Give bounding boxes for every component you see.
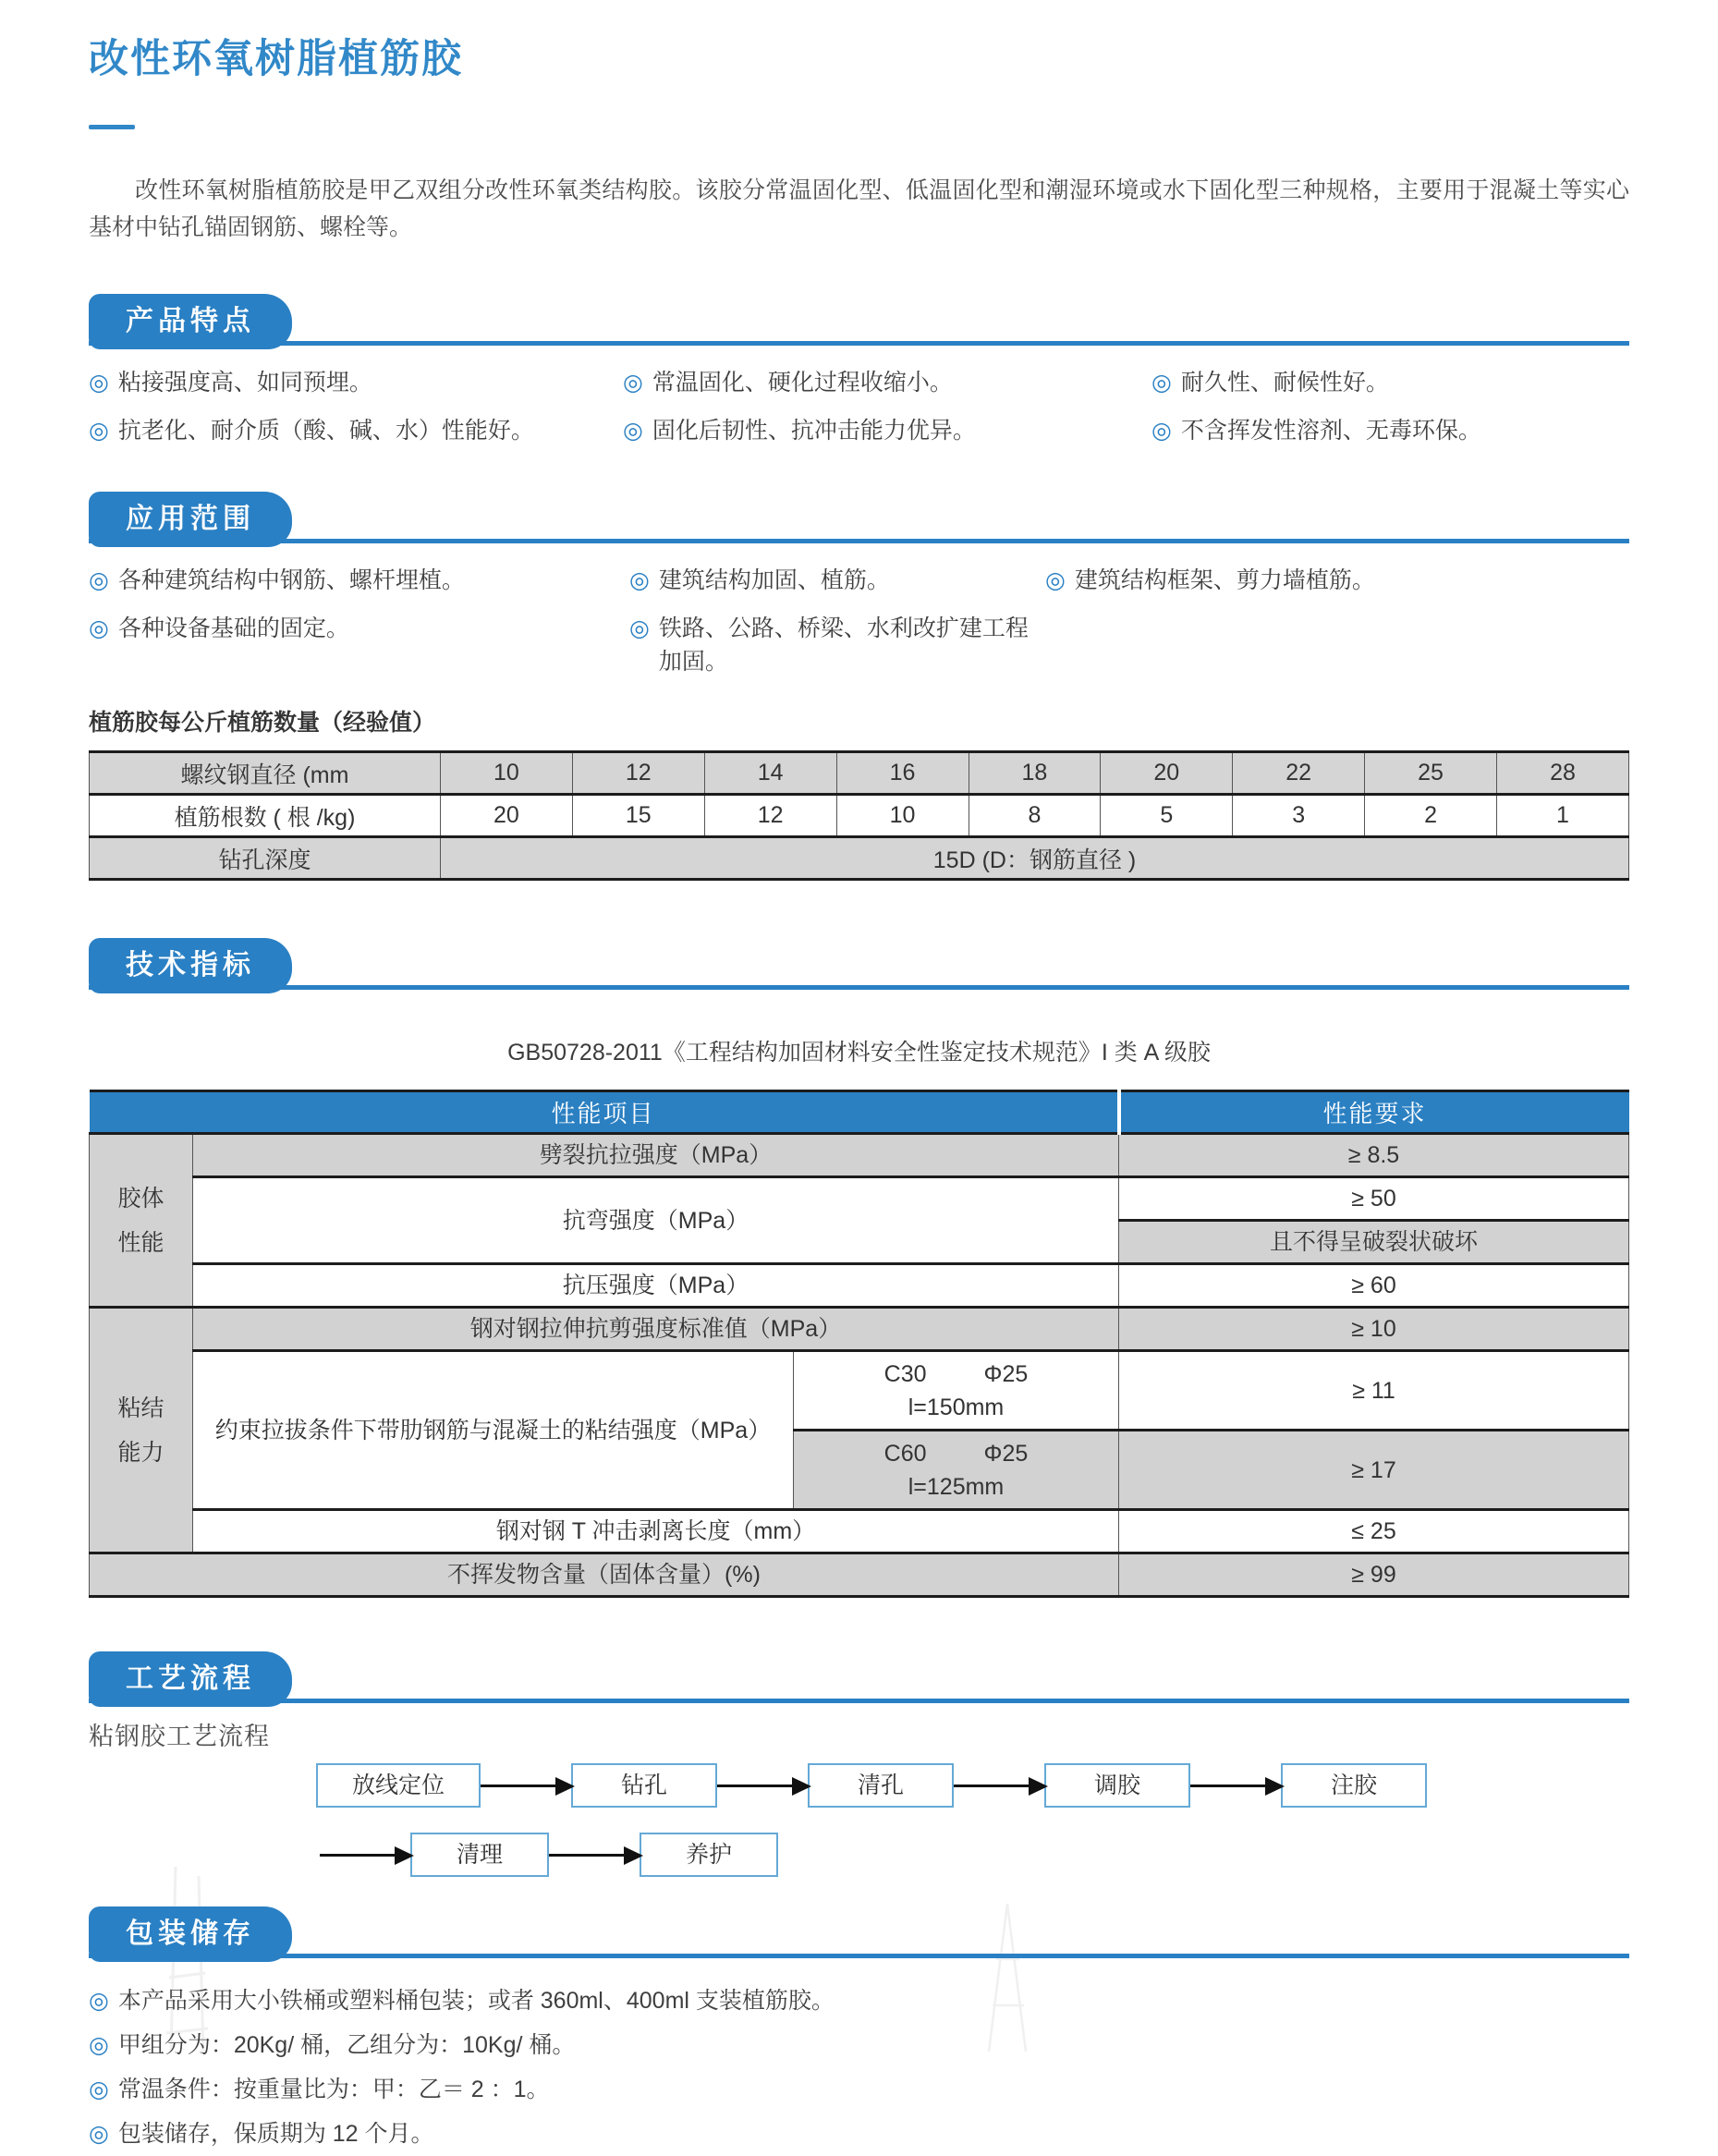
property-cell: 钢对钢拉伸抗剪强度标准值（MPa）: [193, 1308, 1119, 1351]
flow-step-box: 调胶: [1044, 1763, 1190, 1808]
rebar-diameter-cell: 18: [969, 752, 1101, 795]
double-circle-bullet-icon: ◎: [89, 418, 109, 444]
requirement-cell: ≤ 25: [1119, 1510, 1629, 1553]
requirement-cell: ≥ 8.5: [1119, 1134, 1629, 1177]
flow-step-box: 养护: [640, 1833, 778, 1877]
packaging-text: 甲组分为：20Kg/ 桶，乙组分为：10Kg/ 桶。: [117, 2032, 576, 2058]
double-circle-bullet-icon: ◎: [1045, 567, 1066, 593]
rebar-count-cell: 15: [572, 795, 704, 837]
rebar-diameter-cell: 28: [1497, 752, 1629, 795]
double-circle-bullet-icon: ◎: [629, 615, 650, 641]
packaging-text: 本产品采用大小铁桶或塑料桶包装；或者 360ml、400ml 支装植筋胶。: [117, 1988, 835, 2014]
feature-item: [623, 366, 1151, 399]
application-text: 各种建筑结构中钢筋、螺杆埋植。: [117, 567, 465, 593]
double-circle-bullet-icon: ◎: [89, 2032, 109, 2058]
section-header-tech: [89, 936, 1629, 993]
tech-header-item: 性能项目: [90, 1091, 1119, 1134]
rebar-count-cell: 3: [1233, 795, 1365, 837]
feature-item: [89, 414, 623, 447]
property-cell: 抗弯强度（MPa）: [193, 1177, 1119, 1264]
tech-row-peel: [90, 1510, 1629, 1553]
property-cell: 抗压强度（MPa）: [193, 1264, 1119, 1308]
process-flow-label: 粘钢胶工艺流程: [89, 1723, 270, 1750]
rebar-count-cell: 20: [441, 795, 573, 837]
arrow-right-icon: [320, 1854, 410, 1857]
application-text: 铁路、公路、桥梁、水利改扩建工程加固。: [658, 615, 1029, 675]
process-flow-row-2: [320, 1833, 1629, 1877]
tech-table: [89, 1090, 1629, 1598]
feature-text: 耐久性、耐候性好。: [1180, 370, 1389, 396]
rebar-count-cell: 2: [1365, 795, 1497, 837]
rebar-diameter-row: [90, 752, 1629, 795]
property-cell: 不挥发物含量（固体含量）(%): [90, 1553, 1119, 1597]
section-header-features: [89, 292, 1629, 349]
rebar-row-header: 钻孔深度: [90, 837, 441, 880]
embed-length: l=150mm: [908, 1394, 1005, 1420]
condition-cell: [794, 1431, 1119, 1510]
rebar-diameter-cell: 22: [1233, 752, 1365, 795]
condition-line: [805, 1437, 1107, 1470]
tech-badge: 技术指标: [89, 938, 292, 993]
application-item: [1045, 564, 1629, 597]
double-circle-bullet-icon: ◎: [1151, 370, 1172, 396]
feature-text: 固化后韧性、抗冲击能力优异。: [652, 418, 976, 444]
section-rule: [89, 1699, 1629, 1703]
double-circle-bullet-icon: ◎: [89, 615, 109, 641]
bar-diameter: Φ25: [983, 1440, 1029, 1467]
section-rule: [89, 341, 1629, 346]
intro-paragraph: 改性环氧树脂植筋胶是甲乙双组分改性环氧类结构胶。该胶分常温固化型、低温固化型和潮湿环境或水下固化型三种规格，主要用于混凝土等实心基材中钻孔锚固钢筋、螺栓等。: [89, 177, 1629, 240]
double-circle-bullet-icon: ◎: [89, 2121, 109, 2147]
flow-step-box: 钻孔: [571, 1763, 717, 1808]
double-circle-bullet-icon: ◎: [629, 567, 650, 593]
rebar-diameter-cell: 10: [441, 752, 573, 795]
page-title: 改性环氧树脂植筋胶: [89, 37, 463, 81]
tech-row-nonvolatile: [90, 1553, 1629, 1597]
arrow-right-icon: [481, 1784, 571, 1787]
arrow-right-icon: [954, 1784, 1044, 1787]
feature-item: [1151, 414, 1629, 447]
application-item: [89, 564, 629, 597]
condition-line: [805, 1358, 1107, 1391]
application-text: 各种设备基础的固定。: [117, 615, 349, 641]
feature-text: 粘接强度高、如同预埋。: [117, 370, 372, 396]
flow-step-box: 放线定位: [316, 1763, 481, 1808]
rebar-count-cell: 1: [1497, 795, 1629, 837]
feature-item: [89, 366, 623, 399]
concrete-grade: C60: [883, 1440, 927, 1467]
rebar-row-header: 螺纹钢直径 (mm: [90, 752, 441, 795]
application-item: [89, 612, 629, 678]
rebar-table: [89, 750, 1629, 881]
double-circle-bullet-icon: ◎: [623, 418, 643, 444]
rebar-count-row: [90, 795, 1629, 837]
packaging-item: [89, 2067, 1629, 2112]
feature-text: 抗老化、耐介质（酸、碱、水）性能好。: [117, 418, 534, 444]
section-header-applications: [89, 490, 1629, 547]
section-header-process: [89, 1650, 1629, 1707]
arrow-right-icon: [549, 1854, 640, 1857]
packaging-text: 常温条件：按重量比为：甲：乙＝ 2 ：1。: [117, 2077, 550, 2102]
requirement-cell: ≥ 60: [1119, 1264, 1629, 1308]
features-list: [89, 366, 1629, 447]
title-underline: [89, 125, 135, 129]
applications-badge: 应用范围: [89, 492, 292, 547]
tech-row-shear: [90, 1308, 1629, 1351]
feature-text: 不含挥发性溶剂、无毒环保。: [1180, 418, 1481, 444]
tech-row-bond-c30: [90, 1351, 1629, 1431]
process-badge: 工艺流程: [89, 1651, 292, 1707]
property-cell: 约束拉拔条件下带肋钢筋与混凝土的粘结强度（MPa）: [193, 1351, 794, 1510]
rebar-diameter-cell: 14: [704, 752, 836, 795]
double-circle-bullet-icon: ◎: [1151, 418, 1172, 444]
application-item: [629, 612, 1045, 678]
standard-note: GB50728-2011《工程结构加固材料安全性鉴定技术规范》I 类 A 级胶: [507, 1040, 1211, 1066]
flow-step-box: 注胶: [1281, 1763, 1427, 1808]
flow-step-box: 清孔: [808, 1763, 954, 1808]
embed-length: l=125mm: [908, 1473, 1005, 1500]
arrow-right-icon: [1190, 1784, 1281, 1787]
group-body-performance: 胶体性能: [90, 1134, 193, 1308]
requirement-cell: ≥ 10: [1119, 1308, 1629, 1351]
rebar-diameter-cell: 25: [1365, 752, 1497, 795]
rebar-count-cell: 8: [969, 795, 1101, 837]
concrete-grade: C30: [883, 1360, 927, 1387]
requirement-cell: ≥ 99: [1119, 1553, 1629, 1597]
tech-header-row: [90, 1091, 1629, 1134]
feature-item: [1151, 366, 1629, 399]
double-circle-bullet-icon: ◎: [89, 370, 109, 396]
group-bond-capability: 粘结能力: [90, 1308, 193, 1553]
application-item: [629, 564, 1045, 597]
rebar-depth-cell: 15D (D：钢筋直径 ): [441, 837, 1629, 880]
flow-step-box: 清理: [410, 1833, 549, 1877]
requirement-cell: 且不得呈破裂状破坏: [1119, 1221, 1629, 1264]
packaging-item: [89, 1979, 1629, 2023]
double-circle-bullet-icon: ◎: [89, 1988, 109, 2014]
rebar-count-cell: 10: [836, 795, 969, 837]
requirement-cell: ≥ 50: [1119, 1177, 1629, 1221]
feature-item: [623, 414, 1151, 447]
bar-diameter: Φ25: [983, 1360, 1029, 1387]
tech-row-flexural-1: [90, 1177, 1629, 1221]
rebar-diameter-cell: 20: [1101, 752, 1233, 795]
rebar-diameter-cell: 12: [572, 752, 704, 795]
arrow-right-icon: [717, 1784, 808, 1787]
rebar-count-cell: 12: [704, 795, 836, 837]
packaging-item: [89, 2023, 1629, 2067]
section-header-packaging: [89, 1905, 1629, 1962]
rebar-table-label: 植筋胶每公斤植筋数量（经验值）: [89, 710, 436, 736]
feature-text: 常温固化、硬化过程收缩小。: [652, 370, 953, 396]
process-flow-row-1: [316, 1763, 1629, 1808]
applications-list: [89, 564, 1629, 678]
packaging-text: 包装储存，保质期为 12 个月。: [117, 2121, 434, 2147]
rebar-row-header: 植筋根数 ( 根 /kg): [90, 795, 441, 837]
tech-row-split-tensile: [90, 1134, 1629, 1177]
double-circle-bullet-icon: ◎: [89, 567, 109, 593]
requirement-cell: ≥ 17: [1119, 1431, 1629, 1510]
rebar-count-cell: 5: [1101, 795, 1233, 837]
property-cell: 劈裂抗拉强度（MPa）: [193, 1134, 1119, 1177]
features-badge: 产品特点: [89, 294, 292, 349]
condition-cell: [794, 1351, 1119, 1431]
section-rule: [89, 1954, 1629, 1958]
section-rule: [89, 539, 1629, 543]
application-text: 建筑结构框架、剪力墙植筋。: [1074, 567, 1375, 593]
tech-header-requirement: 性能要求: [1119, 1091, 1629, 1134]
double-circle-bullet-icon: ◎: [89, 2077, 109, 2102]
rebar-depth-row: [90, 837, 1629, 880]
requirement-cell: ≥ 11: [1119, 1351, 1629, 1431]
double-circle-bullet-icon: ◎: [623, 370, 643, 396]
packaging-list: [89, 1979, 1629, 2156]
section-rule: [89, 985, 1629, 990]
packaging-item: [89, 2112, 1629, 2156]
application-text: 建筑结构加固、植筋。: [658, 567, 890, 593]
tech-row-compressive: [90, 1264, 1629, 1308]
packaging-badge: 包装储存: [89, 1906, 292, 1962]
rebar-diameter-cell: 16: [836, 752, 969, 795]
property-cell: 钢对钢 T 冲击剥离长度（mm）: [193, 1510, 1119, 1553]
